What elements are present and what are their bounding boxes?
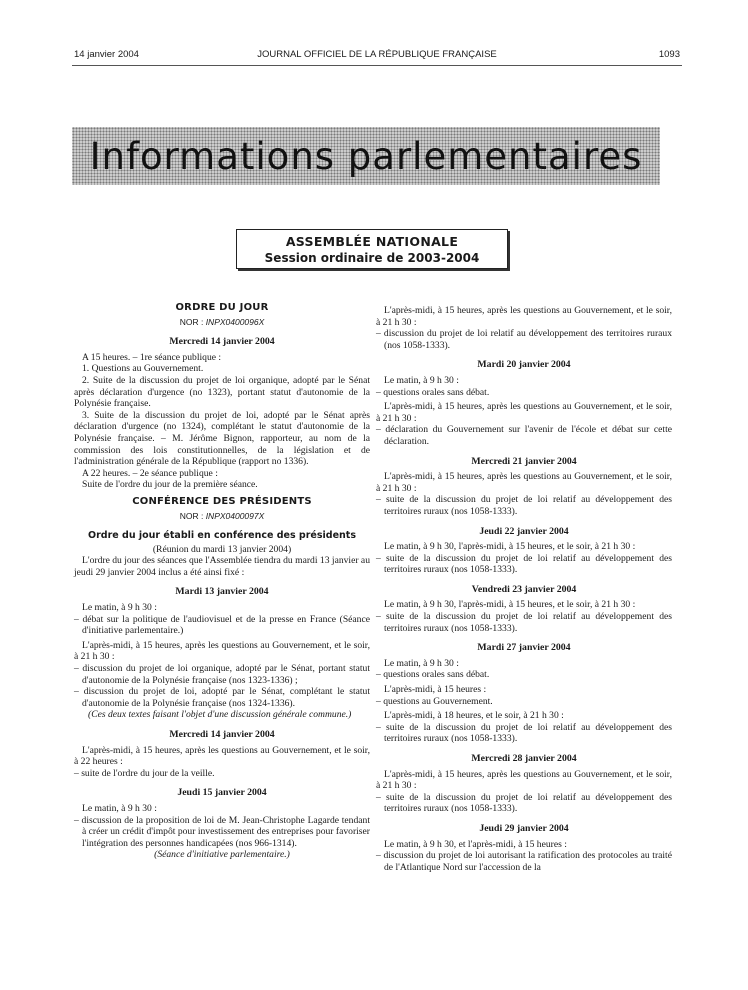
page-header <box>74 49 680 65</box>
meeting-date: (Réunion du mardi 13 janvier 2004) <box>152 543 292 555</box>
banner-title: Informations parlementaires <box>89 134 643 178</box>
agenda-item: – discussion du projet de loi relatif au développement des territoires ruraux (nos 1058-1333). <box>376 328 672 351</box>
agenda-line: A 15 heures. – 1re séance publique : <box>82 351 222 363</box>
day-heading: Mercredi 21 janvier 2004 <box>471 455 577 467</box>
agenda-line: 3. Suite de la discussion du projet de loi, adopté par le Sénat après déclaration d'urgence (no 1324), complétant le statut d'autonomie de la Polynésie française. – M. Jérôme Bignon, rapporteur, au nom de la commission des lois constitutionnelles, de la législation et de l'administration générale de la République (rapport no 1336). <box>74 409 370 468</box>
agenda-item: – suite de la discussion du projet de loi relatif au développement des territoires ruraux (nos 1058-1333). <box>376 791 672 815</box>
agenda-item: – suite de la discussion du projet de loi relatif au développement des territoires ruraux (nos 1058-1333). <box>376 611 672 634</box>
header-date: 14 janvier 2004 <box>74 49 139 60</box>
agenda-item: – discussion du projet de loi, adopté par le Sénat, complétant le statut d'autonomie de la Polynésie française (nos 1324-1336). <box>74 686 370 709</box>
agenda-line: 2. Suite de la discussion du projet de loi organique, adopté par le Sénat après déclaration d'urgence (no 1323), portant statut d'autonomie de la Polynésie française. <box>74 374 370 410</box>
agenda-item: – questions orales sans débat. <box>376 386 490 398</box>
nor-reference <box>74 511 370 523</box>
agenda-line: Le matin, à 9 h 30, et l'après-midi, à 15 heures : <box>384 838 567 850</box>
agenda-line: Le matin, à 9 h 30, l'après-midi, à 15 heures, et le soir, à 21 h 30 : <box>384 599 636 611</box>
agenda-item: – débat sur la politique de l'audiovisuel et de la presse en France (Séance d'initiative parlementaire.) <box>74 613 370 637</box>
agenda-line: Suite de l'ordre du jour de la première séance. <box>82 479 258 491</box>
day-heading: Mercredi 14 janvier 2004 <box>169 729 275 740</box>
day-heading: Mardi 13 janvier 2004 <box>175 586 269 598</box>
agenda-line: L'après-midi, à 15 heures, après les questions au Gouvernement, et le soir, à 21 h 30 : <box>74 639 370 663</box>
agenda-line: Le matin, à 9 h 30, l'après-midi, à 15 heures, et le soir, à 21 h 30 : <box>384 541 636 553</box>
nor-reference <box>74 317 370 329</box>
nor-code: INPX0400097X <box>205 510 265 521</box>
agenda-line: L'après-midi, à 15 heures, après les questions au Gouvernement, et le soir, à 22 heures : <box>74 744 370 768</box>
agenda-item: – suite de la discussion du projet de loi relatif au développement des territoires ruraux (nos 1058-1333). <box>376 721 672 745</box>
day-heading: Vendredi 23 janvier 2004 <box>471 583 577 595</box>
day-heading: Mercredi 14 janvier 2004 <box>169 336 275 348</box>
conference-subtitle: Ordre du jour établi en conférence des présidents <box>88 530 356 542</box>
agenda-item: – discussion du projet de loi autorisant la ratification des protocoles au traité de l'Atlantique Nord sur l'accession de la <box>376 850 672 873</box>
page-number: 1093 <box>658 49 680 60</box>
day-heading: Mercredi 28 janvier 2004 <box>471 753 577 764</box>
agenda-line: Le matin, à 9 h 30 : <box>384 657 459 669</box>
agenda-line: L'après-midi, à 15 heures : <box>384 684 487 696</box>
agenda-item: – discussion du projet de loi organique, adopté par le Sénat, portant statut d'autonomie de la Polynésie française (nos 1323-1336) ; <box>74 663 370 686</box>
agenda-item: – suite de la discussion du projet de loi relatif au développement des territoires ruraux (nos 1058-1333). <box>376 552 672 576</box>
nor-code: INPX0400096X <box>205 316 265 327</box>
day-heading: Mardi 27 janvier 2004 <box>477 642 571 654</box>
agenda-line: 1. Questions au Gouvernement. <box>82 363 204 375</box>
agenda-item: – questions orales sans débat. <box>376 669 490 681</box>
nor-label: NOR : <box>179 510 204 521</box>
day-heading: Jeudi 15 janvier 2004 <box>177 787 267 799</box>
day-heading: Mardi 20 janvier 2004 <box>477 359 571 371</box>
agenda-line: Le matin, à 9 h 30 : <box>384 374 459 386</box>
nor-label: NOR : <box>179 316 204 327</box>
agenda-note: (Séance d'initiative parlementaire.) <box>154 849 290 861</box>
agenda-line: Le matin, à 9 h 30 : <box>82 602 157 614</box>
agenda-line: A 22 heures. – 2e séance publique : <box>82 467 218 479</box>
agenda-line: L'après-midi, à 15 heures, après les questions au Gouvernement, et le soir, à 21 h 30 : <box>376 305 672 328</box>
right-column <box>376 305 672 873</box>
conference-title: CONFÉRENCE DES PRÉSIDENTS <box>132 495 312 507</box>
assembly-name: ASSEMBLÉE NATIONALE <box>285 234 459 249</box>
session-name: Session ordinaire de 2003-2004 <box>264 251 480 265</box>
ordre-du-jour-title: ORDRE DU JOUR <box>175 302 269 313</box>
agenda-line: L'après-midi, à 15 heures, après les questions au Gouvernement, et le soir, à 21 h 30 : <box>376 401 672 424</box>
day-heading: Jeudi 22 janvier 2004 <box>479 525 569 537</box>
agenda-note: (Ces deux textes faisant l'objet d'une discussion générale commune.) <box>88 709 352 721</box>
agenda-line: L'après-midi, à 15 heures, après les questions au Gouvernement, et le soir, à 21 h 30 : <box>376 471 672 494</box>
header-rule <box>72 65 682 66</box>
agenda-item: – questions au Gouvernement. <box>376 695 493 707</box>
day-heading: Jeudi 29 janvier 2004 <box>479 822 569 834</box>
agenda-line: L'après-midi, à 18 heures, et le soir, à 21 h 30 : <box>384 710 564 722</box>
agenda-line: L'après-midi, à 15 heures, après les questions au Gouvernement, et le soir, à 21 h 30 : <box>376 768 672 792</box>
agenda-item: – déclaration du Gouvernement sur l'avenir de l'école et débat sur cette déclaration. <box>376 424 672 447</box>
agenda-line: Le matin, à 9 h 30 : <box>82 802 157 814</box>
agenda-item: – suite de la discussion du projet de loi relatif au développement des territoires ruraux (nos 1058-1333). <box>376 494 672 517</box>
assembly-box <box>236 229 508 269</box>
agenda-item: – discussion de la proposition de loi de M. Jean-Christophe Lagarde tendant à créer un crédit d'impôt pour investissement des entreprises pour favoriser l'intégration des personnes handicapées (nos 966-1314). <box>74 814 370 849</box>
agenda-item: – suite de l'ordre du jour de la veille. <box>74 767 215 779</box>
section-banner <box>72 127 660 185</box>
journal-title: JOURNAL OFFICIEL DE LA RÉPUBLIQUE FRANÇAISE <box>257 49 497 60</box>
left-column <box>74 302 370 861</box>
conference-intro: L'ordre du jour des séances que l'Assemblée tiendra du mardi 13 janvier au jeudi 29 janvier 2004 inclus a été ainsi fixé : <box>74 555 370 578</box>
